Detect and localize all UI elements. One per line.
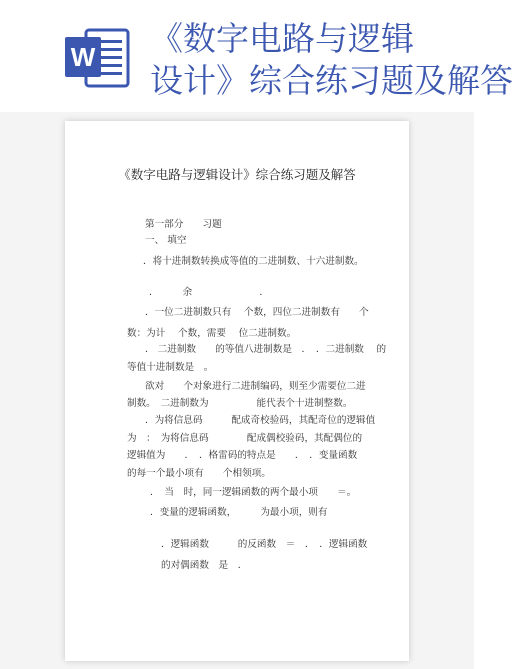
text-line: 欲对 个对象进行二进制编码，则至少需要位二进	[145, 381, 366, 392]
text-line: 的对偶函数 是 ．	[161, 560, 248, 571]
text-line: 第一部分 习题	[145, 219, 222, 230]
text-line: ．将十进制数转换成等值的二进制数、十六进制数。	[143, 256, 364, 267]
text-line: 为 ： 为将信息码 配成偶校验码，其配偶位的	[127, 433, 363, 444]
text-line: ． 余 ．	[149, 287, 269, 298]
text-line: ．一位二进制数只有 个数，四位二进制数有 个	[145, 307, 369, 318]
text-line: ．为将信息码 配成奇校验码，其配奇位的逻辑值	[145, 415, 376, 426]
text-line: 数：为计 个数，需要 位二进制数。	[127, 328, 297, 339]
text-line: ． 二进制数 的等值八进制数是 ． ．二进制数 的	[145, 344, 387, 355]
text-line: 制数。 二进制数为 能代表个十进制整数。	[127, 398, 353, 409]
text-line: 等值十进制数是 。	[127, 362, 214, 373]
text-line: ．变量的逻辑函数， 为最小项，则有	[150, 507, 328, 518]
svg-text:W: W	[70, 42, 96, 72]
text-line: 一、 填空	[145, 235, 187, 246]
text-line: 逻辑值为 ． ．格雷码的特点是 ． ．变量函数	[127, 450, 358, 461]
banner-title-line1: 《数字电路与逻辑	[150, 19, 414, 58]
text-line: ．逻辑函数 的反函数 ＝ ． ．逻辑函数	[161, 539, 368, 550]
document-title: 《数字电路与逻辑设计》综合练习题及解答	[118, 167, 356, 182]
text-line: 的每一个最小项有 个相领项。	[127, 468, 271, 479]
text-line: ． 当 时，同一逻辑函数的两个最小项 ＝。	[150, 487, 357, 498]
document-page	[65, 121, 409, 661]
banner-title	[150, 18, 513, 102]
banner-title-line2: 设计》综合练习题及解答	[150, 61, 513, 100]
word-document-icon	[64, 27, 130, 89]
banner	[0, 0, 513, 112]
